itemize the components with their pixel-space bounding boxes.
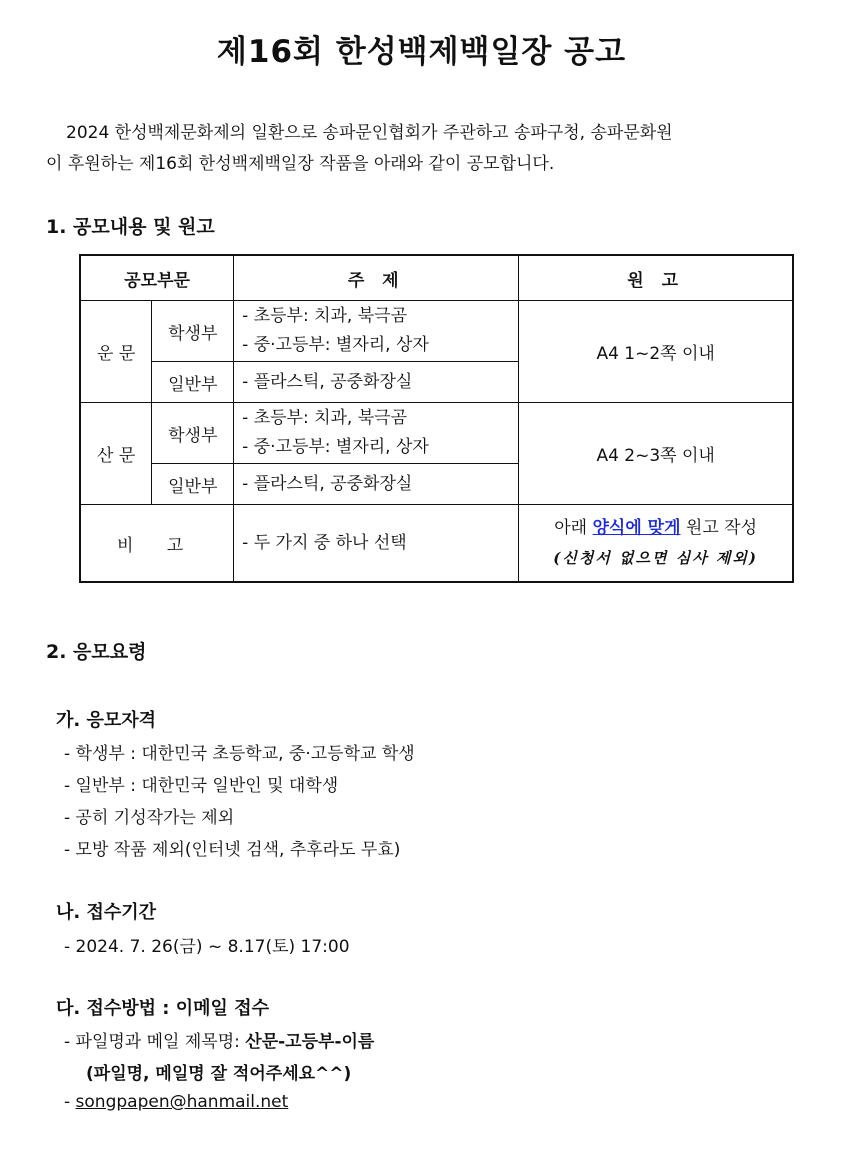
period-item: - 2024. 7. 26(금) ~ 8.17(토) 17:00 [64, 937, 350, 957]
contest-table [79, 254, 794, 583]
table-row [80, 301, 793, 362]
header-manuscript: 원 고 [519, 255, 793, 301]
topic-secondary: - 중·고등부: 별자리, 상자 [242, 437, 429, 457]
category-essay: 운 문 [80, 301, 152, 403]
topic-cell [234, 301, 519, 362]
table-row-remarks [80, 505, 793, 583]
email-item [64, 1092, 288, 1112]
page-title: 제16회 한성백제백일장 공고 [216, 34, 627, 70]
division-general: 일반부 [152, 464, 234, 505]
method-heading: 다. 접수방법 : 이메일 접수 [56, 998, 269, 1019]
category-prose: 산 문 [80, 403, 152, 505]
section-heading-guidelines: 2. 응모요령 [46, 641, 147, 663]
topic-elementary: - 초등부: 치과, 북극곰 [242, 306, 408, 326]
list-item: - 일반부 : 대한민국 일반인 및 대학생 [64, 776, 339, 796]
list-item: - 학생부 : 대한민국 초등학교, 중·고등학교 학생 [64, 744, 415, 764]
eligibility-heading: 가. 응모자격 [56, 710, 157, 731]
topic-general: - 플라스틱, 공중화장실 [234, 464, 519, 505]
header-category: 공모부문 [80, 255, 234, 301]
period-heading: 나. 접수기간 [56, 902, 157, 923]
table-header-row [80, 255, 793, 301]
email-link[interactable]: songpapen@hanmail.net [75, 1092, 289, 1112]
topic-secondary: - 중·고등부: 별자리, 상자 [242, 335, 429, 355]
manuscript-essay: A4 1~2쪽 이내 [519, 301, 793, 403]
intro-line-2: 이 후원하는 제16회 한성백제백일장 작품을 아래와 같이 공모합니다. [46, 154, 555, 174]
manuscript-prose: A4 2~3쪽 이내 [519, 403, 793, 505]
method-item [64, 1027, 374, 1052]
topic-elementary: - 초등부: 치과, 북극곰 [242, 408, 408, 428]
note-prefix: 아래 [554, 518, 593, 538]
division-student: 학생부 [152, 301, 234, 362]
form-link[interactable]: 양식에 맞게 [592, 518, 681, 538]
list-item: - 공히 기성작가는 제외 [64, 808, 235, 828]
intro-paragraph [46, 118, 808, 180]
division-student: 학생부 [152, 403, 234, 464]
email-dash: - [64, 1092, 71, 1112]
remarks-note [519, 505, 793, 583]
note-warning: (신청서 없으면 심사 제외) [553, 549, 759, 567]
remarks-label: 비 고 [80, 505, 234, 583]
division-general: 일반부 [152, 362, 234, 403]
topic-cell [234, 403, 519, 464]
topic-general: - 플라스틱, 공중화장실 [234, 362, 519, 403]
intro-line-1: 2024 한성백제문화제의 일환으로 송파문인협회가 주관하고 송파구청, 송파문화원 [66, 123, 673, 143]
remarks-topic: - 두 가지 중 하나 선택 [234, 505, 519, 583]
list-item: - 모방 작품 제외(인터넷 검색, 추후라도 무효) [64, 840, 401, 860]
note-suffix: 원고 작성 [680, 518, 758, 538]
table-row [80, 403, 793, 464]
method-note: (파일명, 메일명 잘 적어주세요^^) [86, 1064, 352, 1084]
header-topic: 주 제 [234, 255, 519, 301]
method-item-example: 산문-고등부-이름 [245, 1032, 375, 1052]
section-heading-contest: 1. 공모내용 및 원고 [46, 216, 215, 238]
method-item-prefix: - 파일명과 메일 제목명: [64, 1032, 246, 1052]
